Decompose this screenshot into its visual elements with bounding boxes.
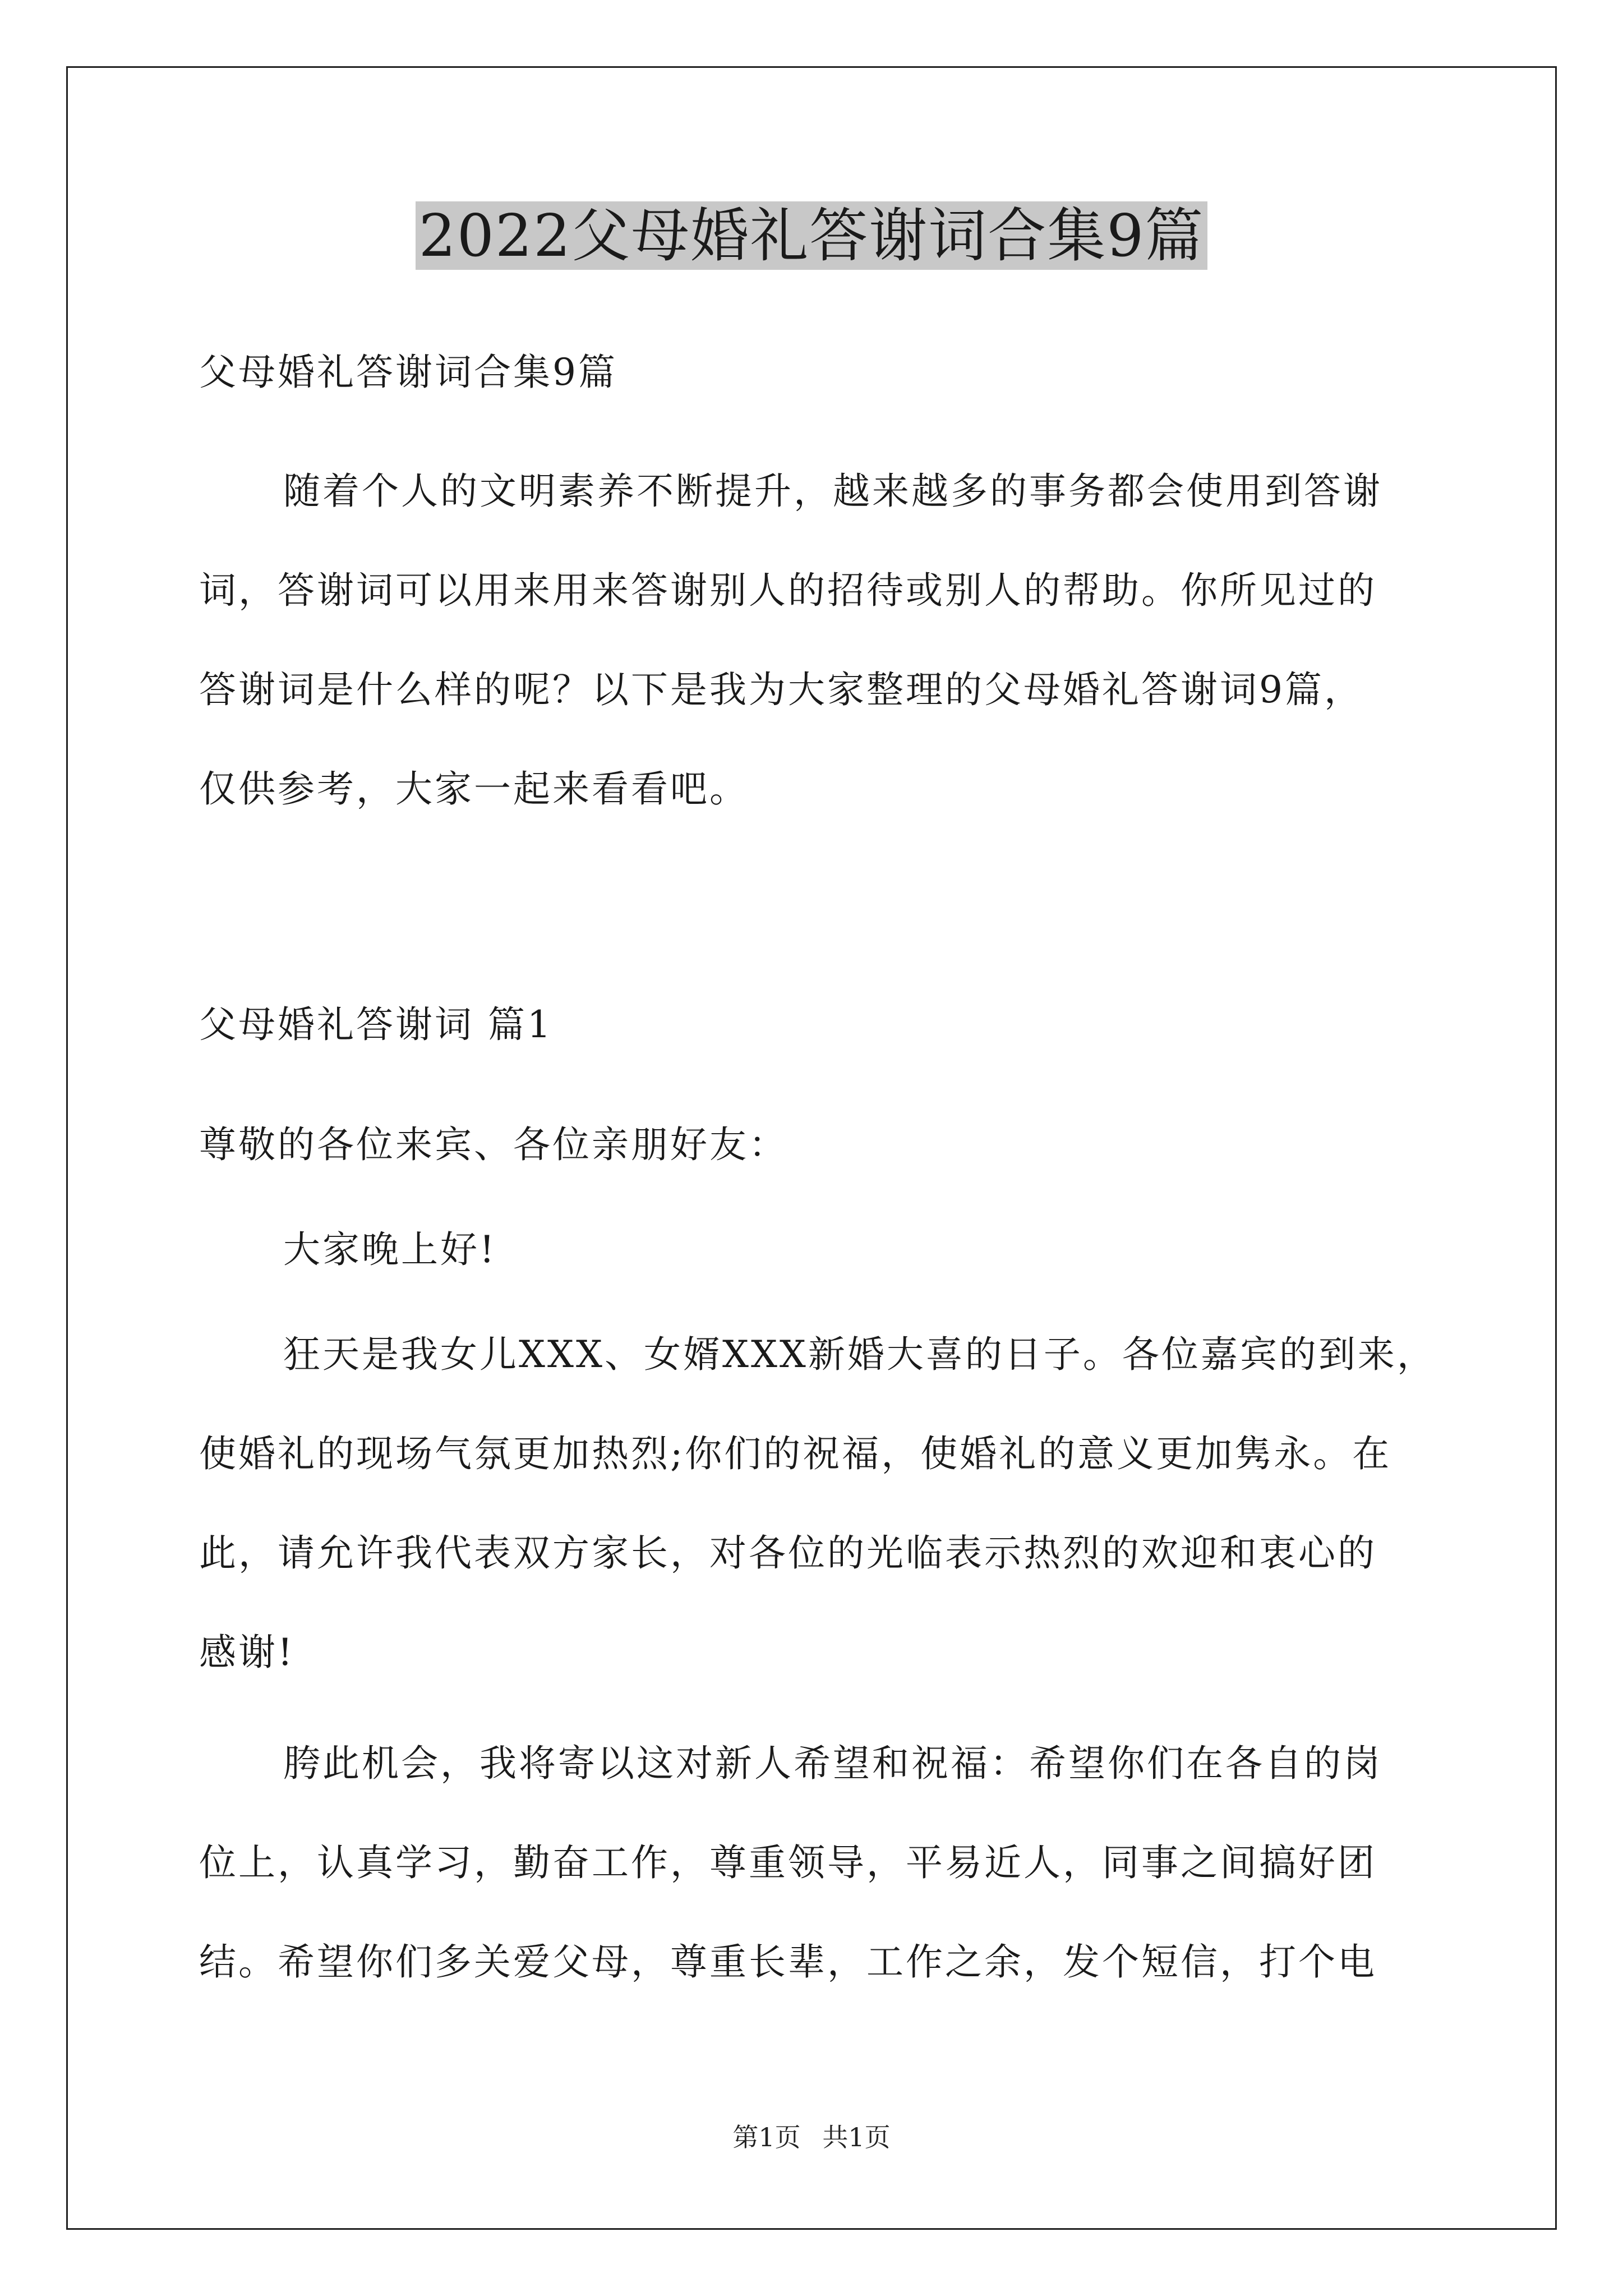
paragraph1-line-1: 狂天是我女儿XXX、女婿XXX新婚大喜的日子。各位嘉宾的到来， <box>283 1333 1436 1376</box>
document-title-text: 2022父母婚礼答谢词合集9篇 <box>416 201 1208 270</box>
intro-line-4: 仅供参考，大家一起来看看吧。 <box>199 767 749 811</box>
document-title <box>0 194 1623 278</box>
page-number-current: 第1页 <box>732 2122 801 2152</box>
intro-line-1: 随着个人的文明素养不断提升，越来越多的事务都会使用到答谢 <box>283 470 1382 513</box>
paragraph1-line-2: 使婚礼的现场气氛更加热烈;你们的祝福，使婚礼的意义更加隽永。在 <box>199 1432 1392 1475</box>
intro-line-2: 词，答谢词可以用来用来答谢别人的招待或别人的帮助。你所见过的 <box>199 569 1377 612</box>
paragraph2-line-3: 结。希望你们多关爱父母，尊重长辈，工作之余，发个短信，打个电 <box>199 1940 1377 1984</box>
salutation: 尊敬的各位来宾、各位亲朋好友： <box>199 1123 788 1166</box>
paragraph1-line-3: 此，请允许我代表双方家长，对各位的光临表示热烈的欢迎和衷心的 <box>199 1531 1377 1575</box>
greeting: 大家晚上好! <box>283 1228 497 1271</box>
intro-line-3: 答谢词是什么样的呢？以下是我为大家整理的父母婚礼答谢词9篇， <box>199 668 1363 711</box>
paragraph2-line-1: 胯此机会，我将寄以这对新人希望和祝福：希望你们在各自的岗 <box>283 1742 1382 1785</box>
paragraph2-line-2: 位上，认真学习，勤奋工作，尊重领导，平易近人，同事之间搞好团 <box>199 1841 1377 1884</box>
section-heading: 父母婚礼答谢词 篇1 <box>199 1003 553 1046</box>
paragraph1-line-4: 感谢! <box>199 1631 295 1674</box>
page-footer <box>0 2120 1623 2154</box>
page-number-total: 共1页 <box>822 2122 891 2152</box>
document-subtitle: 父母婚礼答谢词合集9篇 <box>199 351 617 394</box>
